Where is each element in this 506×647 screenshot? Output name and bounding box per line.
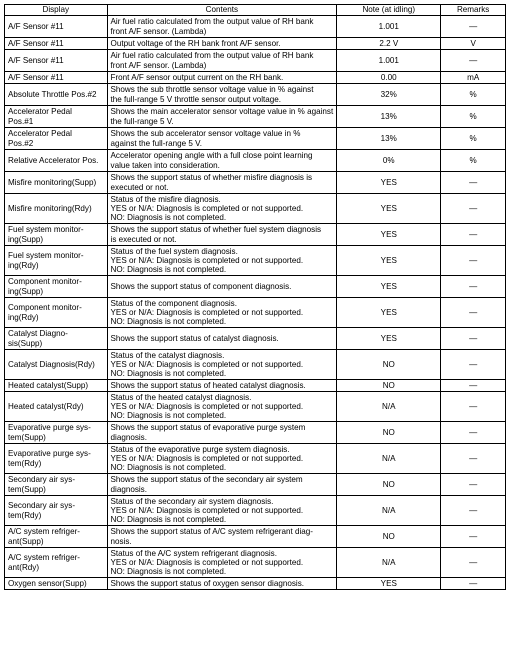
note-cell: NO bbox=[337, 526, 441, 548]
contents-cell-line: front A/F sensor. (Lambda) bbox=[110, 26, 207, 36]
note-cell: 13% bbox=[337, 128, 441, 150]
display-cell-line: ant(Supp) bbox=[8, 536, 44, 546]
remarks-cell: — bbox=[441, 350, 506, 380]
remarks-cell: — bbox=[441, 526, 506, 548]
note-cell: YES bbox=[337, 194, 441, 224]
remarks-cell: — bbox=[441, 328, 506, 350]
contents-cell-line: YES or N/A: Diagnosis is completed or not supported. bbox=[110, 307, 304, 317]
display-cell-line: tem(Rdy) bbox=[8, 458, 42, 468]
contents-cell-line: NO: Diagnosis is not completed. bbox=[110, 265, 227, 275]
contents-cell-line: is executed or not. bbox=[110, 234, 177, 244]
remarks-cell: — bbox=[441, 16, 506, 38]
display-cell bbox=[5, 224, 108, 246]
display-cell bbox=[5, 150, 108, 172]
display-cell bbox=[5, 328, 108, 350]
header-display: Display bbox=[5, 5, 108, 16]
table-row bbox=[5, 194, 506, 224]
table-header-row bbox=[5, 5, 506, 16]
contents-cell bbox=[107, 128, 337, 150]
table-row bbox=[5, 150, 506, 172]
remarks-cell: % bbox=[441, 150, 506, 172]
contents-cell-line: YES or N/A: Diagnosis is completed or not supported. bbox=[110, 359, 304, 369]
display-cell-line: ing(Rdy) bbox=[8, 312, 39, 322]
remarks-cell: % bbox=[441, 106, 506, 128]
display-cell bbox=[5, 84, 108, 106]
contents-cell-line: Shows the support status of A/C system refrigerant diag- bbox=[110, 527, 313, 537]
table-row bbox=[5, 526, 506, 548]
display-cell-line: Catalyst Diagnosis(Rdy) bbox=[8, 359, 95, 369]
remarks-cell: — bbox=[441, 578, 506, 590]
table-row bbox=[5, 106, 506, 128]
remarks-cell: mA bbox=[441, 72, 506, 84]
contents-cell bbox=[107, 496, 337, 526]
contents-cell bbox=[107, 578, 337, 590]
note-cell: YES bbox=[337, 246, 441, 276]
note-cell: NO bbox=[337, 350, 441, 380]
contents-cell bbox=[107, 172, 337, 194]
remarks-cell: — bbox=[441, 246, 506, 276]
data-monitor-table bbox=[4, 4, 506, 590]
contents-cell bbox=[107, 224, 337, 246]
data-monitor-table-container bbox=[4, 4, 506, 590]
note-cell: N/A bbox=[337, 444, 441, 474]
remarks-cell: % bbox=[441, 84, 506, 106]
display-cell bbox=[5, 474, 108, 496]
note-cell: YES bbox=[337, 276, 441, 298]
table-row bbox=[5, 548, 506, 578]
display-cell-line: A/F Sensor #11 bbox=[8, 38, 64, 48]
display-cell-line: Fuel system monitor- bbox=[8, 225, 84, 235]
display-cell bbox=[5, 392, 108, 422]
contents-cell-line: against the full-range 5 V. bbox=[110, 138, 203, 148]
display-cell bbox=[5, 298, 108, 328]
display-cell-line: Secondary air sys- bbox=[8, 501, 76, 511]
contents-cell bbox=[107, 246, 337, 276]
note-cell: 13% bbox=[337, 106, 441, 128]
display-cell-line: Relative Accelerator Pos. bbox=[8, 155, 99, 165]
remarks-cell: — bbox=[441, 298, 506, 328]
contents-cell-line: value taken into consideration. bbox=[110, 160, 220, 170]
contents-cell-line: the full-range 5 V throttle sensor output voltage. bbox=[110, 94, 282, 104]
contents-cell-line: YES or N/A: Diagnosis is completed or not supported. bbox=[110, 401, 304, 411]
table-row bbox=[5, 392, 506, 422]
contents-cell bbox=[107, 380, 337, 392]
display-cell-line: Heated catalyst(Rdy) bbox=[8, 401, 84, 411]
contents-cell-line: Front A/F sensor output current on the RH bank. bbox=[110, 72, 284, 82]
contents-cell-line: Shows the support status of catalyst diagnosis. bbox=[110, 333, 279, 343]
remarks-cell: — bbox=[441, 194, 506, 224]
contents-cell-line: YES or N/A: Diagnosis is completed or not supported. bbox=[110, 453, 304, 463]
display-cell-line: Oxygen sensor(Supp) bbox=[8, 578, 87, 588]
table-row bbox=[5, 50, 506, 72]
display-cell-line: A/C system refriger- bbox=[8, 527, 80, 537]
contents-cell-line: NO: Diagnosis is not completed. bbox=[110, 369, 227, 379]
table-row bbox=[5, 276, 506, 298]
contents-cell-line: Shows the support status of oxygen sensor diagnosis. bbox=[110, 578, 304, 588]
note-cell: 1.001 bbox=[337, 50, 441, 72]
note-cell: N/A bbox=[337, 392, 441, 422]
contents-cell-line: NO: Diagnosis is not completed. bbox=[110, 567, 227, 577]
contents-cell-line: Shows the support status of evaporative purge system bbox=[110, 423, 306, 433]
table-row bbox=[5, 328, 506, 350]
contents-cell bbox=[107, 328, 337, 350]
contents-cell-line: NO: Diagnosis is not completed. bbox=[110, 213, 227, 223]
contents-cell-line: diagnosis. bbox=[110, 432, 147, 442]
contents-cell-line: Shows the main accelerator sensor voltage value in % against bbox=[110, 107, 334, 117]
contents-cell-line: Shows the support status of heated catalyst diagnosis. bbox=[110, 380, 306, 390]
display-cell-line: A/F Sensor #11 bbox=[8, 21, 64, 31]
table-row bbox=[5, 172, 506, 194]
display-cell bbox=[5, 496, 108, 526]
contents-cell bbox=[107, 298, 337, 328]
note-cell: NO bbox=[337, 422, 441, 444]
contents-cell-line: front A/F sensor. (Lambda) bbox=[110, 60, 207, 70]
contents-cell bbox=[107, 548, 337, 578]
contents-cell-line: Status of the component diagnosis. bbox=[110, 298, 237, 308]
contents-cell bbox=[107, 150, 337, 172]
table-row bbox=[5, 128, 506, 150]
contents-cell-line: NO: Diagnosis is not completed. bbox=[110, 411, 227, 421]
contents-cell bbox=[107, 38, 337, 50]
note-cell: 32% bbox=[337, 84, 441, 106]
display-cell bbox=[5, 194, 108, 224]
remarks-cell: — bbox=[441, 444, 506, 474]
contents-cell-line: Status of the secondary air system diagnosis. bbox=[110, 496, 274, 506]
contents-cell-line: Output voltage of the RH bank front A/F sensor. bbox=[110, 38, 281, 48]
contents-cell-line: YES or N/A: Diagnosis is completed or not supported. bbox=[110, 505, 304, 515]
note-cell: 2.2 V bbox=[337, 38, 441, 50]
contents-cell-line: Status of the fuel system diagnosis. bbox=[110, 246, 238, 256]
remarks-cell: — bbox=[441, 380, 506, 392]
display-cell bbox=[5, 106, 108, 128]
contents-cell bbox=[107, 474, 337, 496]
remarks-cell: — bbox=[441, 422, 506, 444]
display-cell-line: Evaporative purge sys- bbox=[8, 449, 91, 459]
table-row bbox=[5, 350, 506, 380]
display-cell-line: sis(Supp) bbox=[8, 338, 43, 348]
display-cell-line: Pos.#2 bbox=[8, 138, 34, 148]
remarks-cell: — bbox=[441, 548, 506, 578]
display-cell-line: ing(Supp) bbox=[8, 286, 44, 296]
contents-cell bbox=[107, 50, 337, 72]
display-cell-line: ing(Rdy) bbox=[8, 260, 39, 270]
remarks-cell: — bbox=[441, 276, 506, 298]
display-cell bbox=[5, 50, 108, 72]
contents-cell-line: nosis. bbox=[110, 536, 132, 546]
remarks-cell: — bbox=[441, 172, 506, 194]
display-cell bbox=[5, 72, 108, 84]
table-row bbox=[5, 38, 506, 50]
table-row bbox=[5, 84, 506, 106]
display-cell-line: ant(Rdy) bbox=[8, 562, 40, 572]
contents-cell bbox=[107, 72, 337, 84]
table-row bbox=[5, 224, 506, 246]
contents-cell-line: YES or N/A: Diagnosis is completed or not supported. bbox=[110, 203, 304, 213]
table-row bbox=[5, 474, 506, 496]
note-cell: NO bbox=[337, 380, 441, 392]
remarks-cell: — bbox=[441, 496, 506, 526]
display-cell-line: A/F Sensor #11 bbox=[8, 72, 64, 82]
contents-cell-line: Status of the evaporative purge system diagnosis. bbox=[110, 444, 290, 454]
display-cell-line: Misfire monitoring(Rdy) bbox=[8, 203, 92, 213]
display-cell bbox=[5, 246, 108, 276]
header-contents: Contents bbox=[107, 5, 337, 16]
table-body bbox=[5, 16, 506, 590]
display-cell-line: Accelerator Pedal bbox=[8, 129, 72, 139]
display-cell-line: A/C system refriger- bbox=[8, 553, 80, 563]
table-row bbox=[5, 422, 506, 444]
note-cell: 1.001 bbox=[337, 16, 441, 38]
note-cell: YES bbox=[337, 328, 441, 350]
note-cell: NO bbox=[337, 474, 441, 496]
contents-cell-line: Shows the support status of whether fuel system diagnosis bbox=[110, 225, 322, 235]
note-cell: YES bbox=[337, 172, 441, 194]
note-cell: YES bbox=[337, 298, 441, 328]
note-cell: YES bbox=[337, 224, 441, 246]
display-cell-line: Secondary air sys- bbox=[8, 475, 76, 485]
display-cell-line: Fuel system monitor- bbox=[8, 251, 84, 261]
display-cell bbox=[5, 578, 108, 590]
contents-cell-line: Air fuel ratio calculated from the output value of RH bank bbox=[110, 51, 314, 61]
display-cell-line: Pos.#1 bbox=[8, 116, 34, 126]
contents-cell-line: diagnosis. bbox=[110, 484, 147, 494]
display-cell bbox=[5, 350, 108, 380]
display-cell-line: tem(Supp) bbox=[8, 484, 46, 494]
remarks-cell: — bbox=[441, 50, 506, 72]
display-cell-line: Component monitor- bbox=[8, 303, 82, 313]
display-cell-line: ing(Supp) bbox=[8, 234, 44, 244]
display-cell-line: tem(Rdy) bbox=[8, 510, 42, 520]
contents-cell-line: Shows the support status of component diagnosis. bbox=[110, 281, 292, 291]
contents-cell-line: Status of the heated catalyst diagnosis. bbox=[110, 392, 252, 402]
note-cell: 0.00 bbox=[337, 72, 441, 84]
display-cell-line: Evaporative purge sys- bbox=[8, 423, 91, 433]
contents-cell bbox=[107, 84, 337, 106]
display-cell-line: Misfire monitoring(Supp) bbox=[8, 177, 97, 187]
contents-cell-line: NO: Diagnosis is not completed. bbox=[110, 463, 227, 473]
note-cell: N/A bbox=[337, 548, 441, 578]
display-cell bbox=[5, 16, 108, 38]
contents-cell-line: YES or N/A: Diagnosis is completed or not supported. bbox=[110, 557, 304, 567]
display-cell-line: Heated catalyst(Supp) bbox=[8, 380, 89, 390]
table-row bbox=[5, 444, 506, 474]
display-cell bbox=[5, 380, 108, 392]
table-row bbox=[5, 246, 506, 276]
contents-cell-line: Shows the sub throttle sensor voltage value in % against bbox=[110, 85, 314, 95]
contents-cell bbox=[107, 422, 337, 444]
contents-cell-line: YES or N/A: Diagnosis is completed or not supported. bbox=[110, 255, 304, 265]
display-cell-line: tem(Supp) bbox=[8, 432, 46, 442]
display-cell bbox=[5, 276, 108, 298]
table-row bbox=[5, 496, 506, 526]
header-note: Note (at idling) bbox=[337, 5, 441, 16]
display-cell-line: Catalyst Diagno- bbox=[8, 329, 68, 339]
display-cell bbox=[5, 548, 108, 578]
display-cell bbox=[5, 444, 108, 474]
remarks-cell: V bbox=[441, 38, 506, 50]
contents-cell-line: executed or not. bbox=[110, 182, 169, 192]
contents-cell bbox=[107, 392, 337, 422]
remarks-cell: — bbox=[441, 474, 506, 496]
display-cell-line: A/F Sensor #11 bbox=[8, 55, 64, 65]
remarks-cell: % bbox=[441, 128, 506, 150]
contents-cell-line: Status of the catalyst diagnosis. bbox=[110, 350, 225, 360]
table-row bbox=[5, 16, 506, 38]
contents-cell-line: the full-range 5 V. bbox=[110, 116, 174, 126]
note-cell: YES bbox=[337, 578, 441, 590]
table-row bbox=[5, 72, 506, 84]
contents-cell-line: Shows the support status of the secondary air system bbox=[110, 475, 303, 485]
contents-cell-line: Status of the misfire diagnosis. bbox=[110, 194, 221, 204]
note-cell: 0% bbox=[337, 150, 441, 172]
contents-cell-line: Status of the A/C system refrigerant diagnosis. bbox=[110, 548, 277, 558]
table-row bbox=[5, 578, 506, 590]
contents-cell bbox=[107, 276, 337, 298]
table-row bbox=[5, 380, 506, 392]
contents-cell bbox=[107, 350, 337, 380]
display-cell-line: Absolute Throttle Pos.#2 bbox=[8, 89, 97, 99]
display-cell bbox=[5, 128, 108, 150]
contents-cell-line: Shows the sub accelerator sensor voltage value in % bbox=[110, 129, 301, 139]
display-cell bbox=[5, 172, 108, 194]
contents-cell bbox=[107, 106, 337, 128]
contents-cell-line: NO: Diagnosis is not completed. bbox=[110, 317, 227, 327]
contents-cell-line: Shows the support status of whether misfire diagnosis is bbox=[110, 173, 313, 183]
display-cell bbox=[5, 526, 108, 548]
contents-cell bbox=[107, 194, 337, 224]
contents-cell bbox=[107, 526, 337, 548]
contents-cell bbox=[107, 444, 337, 474]
display-cell bbox=[5, 422, 108, 444]
remarks-cell: — bbox=[441, 392, 506, 422]
contents-cell-line: Air fuel ratio calculated from the output value of RH bank bbox=[110, 17, 314, 27]
contents-cell-line: NO: Diagnosis is not completed. bbox=[110, 515, 227, 525]
remarks-cell: — bbox=[441, 224, 506, 246]
contents-cell-line: Accelerator opening angle with a full close point learning bbox=[110, 151, 313, 161]
table-row bbox=[5, 298, 506, 328]
contents-cell bbox=[107, 16, 337, 38]
header-remarks: Remarks bbox=[441, 5, 506, 16]
note-cell: N/A bbox=[337, 496, 441, 526]
display-cell bbox=[5, 38, 108, 50]
display-cell-line: Accelerator Pedal bbox=[8, 107, 72, 117]
display-cell-line: Component monitor- bbox=[8, 277, 82, 287]
